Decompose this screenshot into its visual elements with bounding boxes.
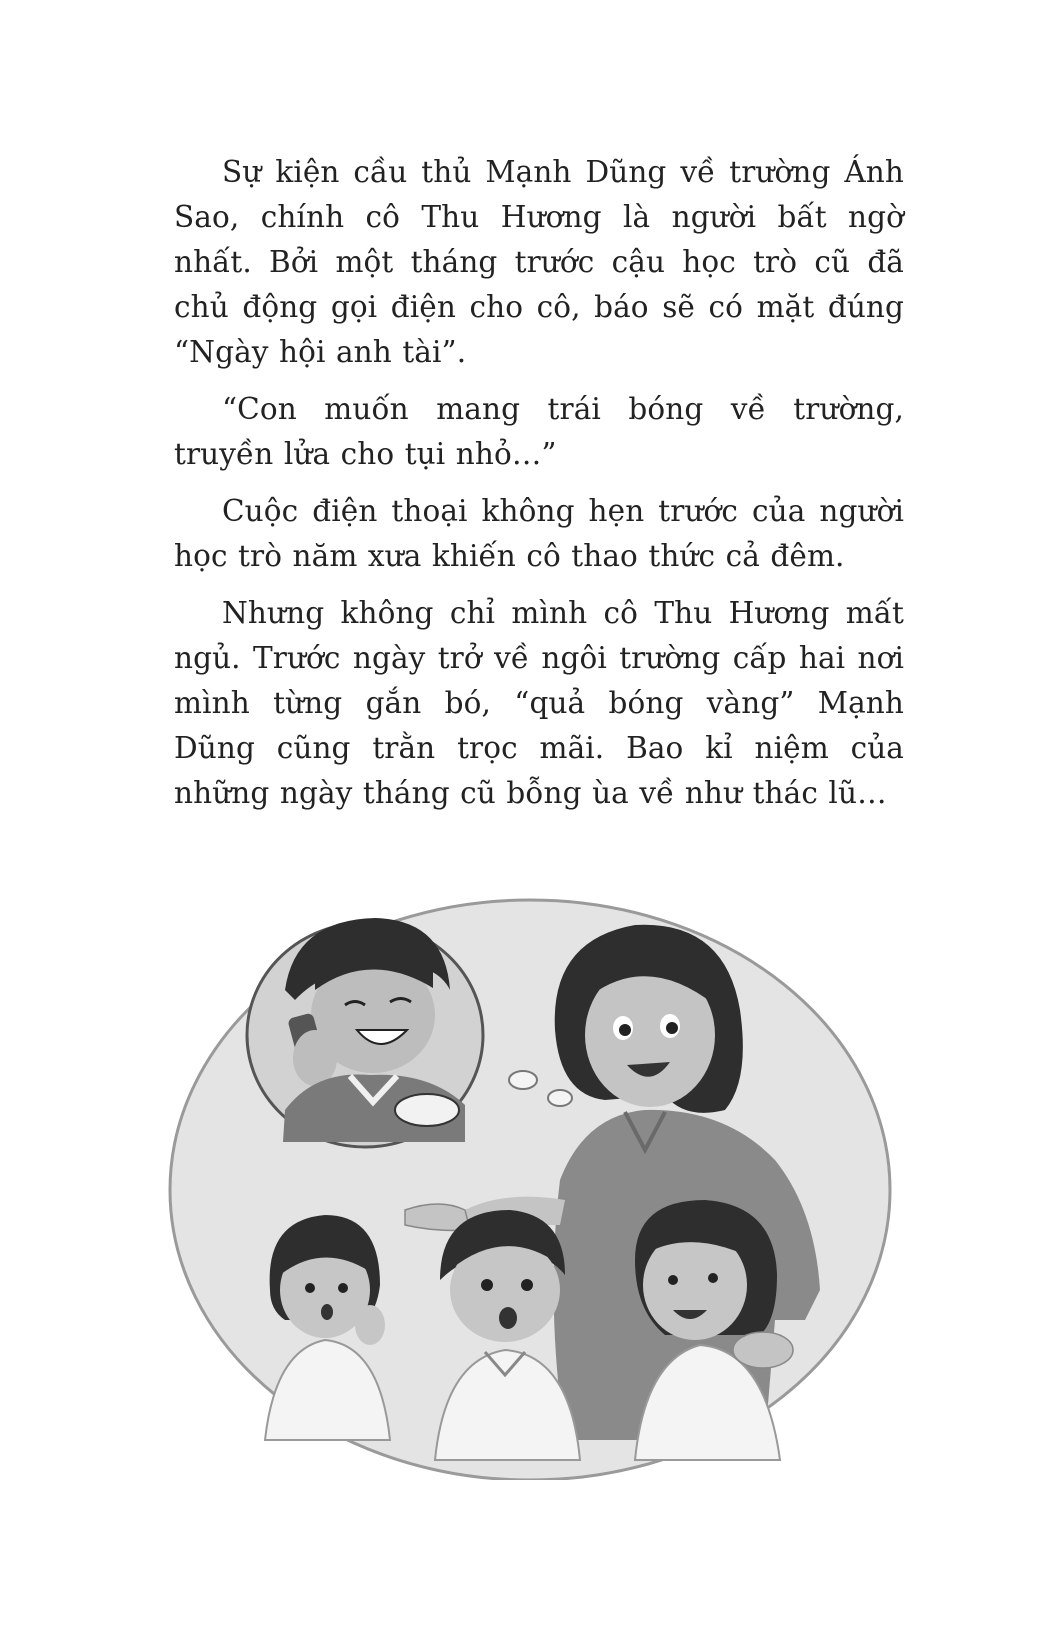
- thought-dot: [548, 1090, 572, 1106]
- thought-dot: [509, 1071, 537, 1089]
- paragraph: Sự kiện cầu thủ Mạnh Dũng về trường Ánh Sao, chính cô Thu Hương là người bất ngờ nhất. Bởi một tháng trước cậu học trò cũ đã chủ động gọi điện cho cô, báo sẽ có mặt đúng “Ngày hội anh tài”.: [174, 155, 904, 369]
- illustration-svg: [165, 880, 895, 1480]
- paragraph: Cuộc điện thoại không hẹn trước của người học trò năm xưa khiến cô thao thức cả đêm.: [174, 494, 904, 573]
- illustration-teacher-and-students: [165, 880, 895, 1480]
- paragraph: “Con muốn mang trái bóng về trường, truyền lửa cho tụi nhỏ…”: [174, 392, 904, 471]
- paragraph: Nhưng không chỉ mình cô Thu Hương mất ngủ. Trước ngày trở về ngôi trường cấp hai nơi mình từng gắn bó, “quả bóng vàng” Mạnh Dũng cũng trằn trọc mãi. Bao kỉ niệm của những ngày tháng cũ bỗng ùa về như thác lũ…: [174, 596, 904, 810]
- story-text: [174, 150, 904, 828]
